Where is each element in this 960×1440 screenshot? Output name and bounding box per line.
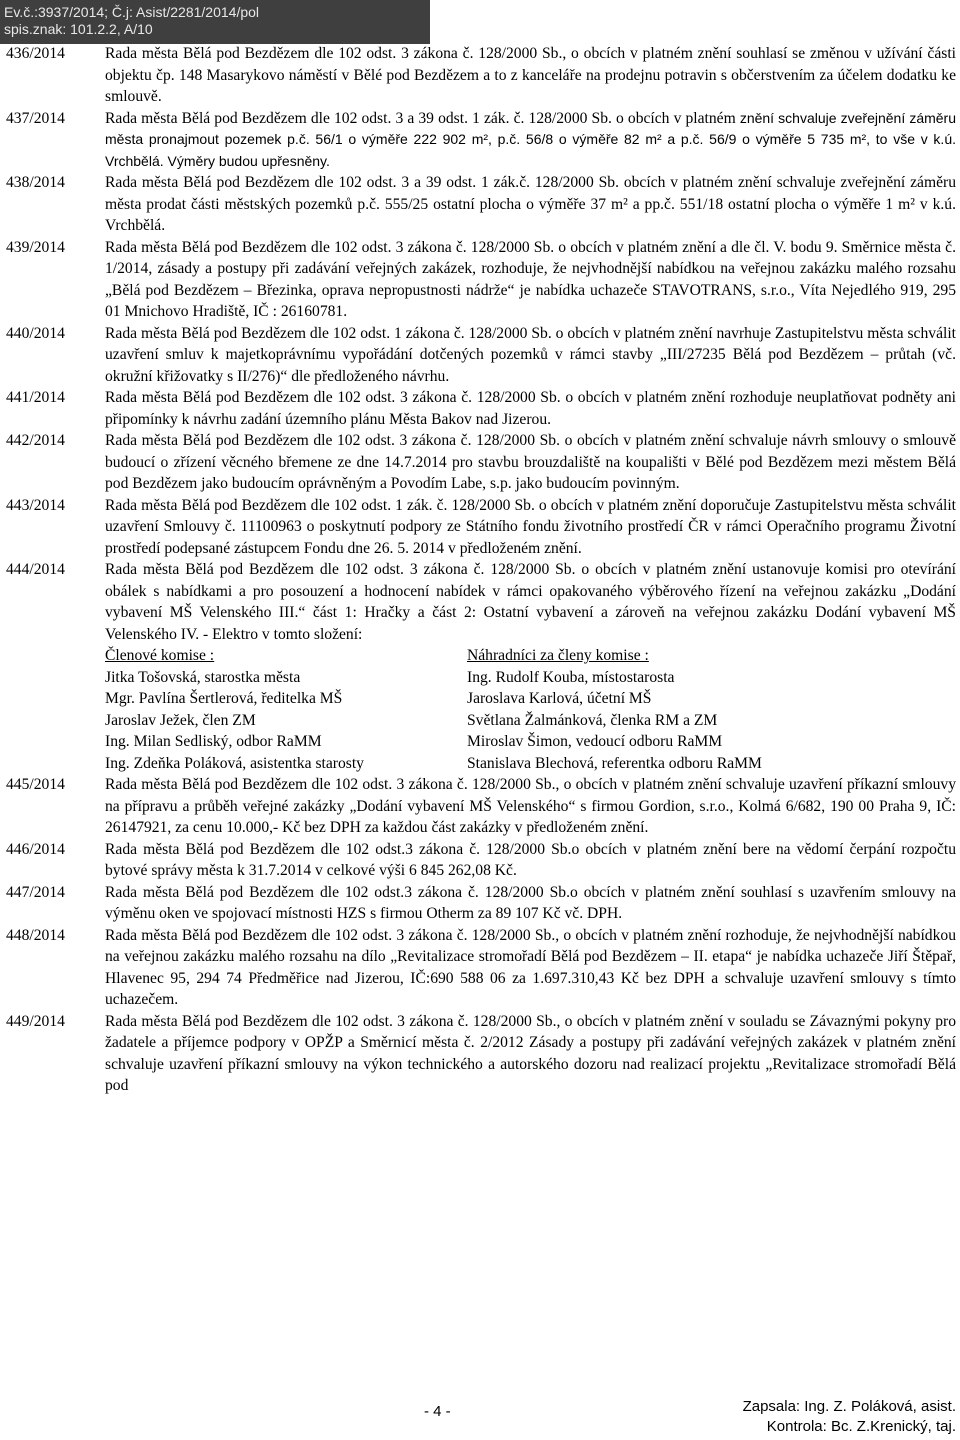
substitute-4: Miroslav Šimon, vedoucí odboru RaMM [467, 733, 723, 750]
resolution-number: 446/2014 [6, 840, 65, 858]
resolution-text: Rada města Bělá pod Bezdězem dle 102 odst. 3 zákona č. 128/2000 Sb. o obcích v platném znění rozhoduje neuplatňovat podněty ani připomínky k návrhu zadání územního plánu Města Bakov nad Jizerou. [105, 389, 956, 428]
resolution-447 [6, 882, 956, 925]
record-info [743, 1397, 956, 1437]
resolution-number: 445/2014 [6, 776, 65, 793]
resolution-text: Rada města Bělá pod Bezdězem dle 102 odst. 3 zákona č. 128/2000 Sb., o obcích v platném znění v souladu se Závaznými pokyny pro žadatele a příjemce podpory v OPŽP a Směrnicí města č. 2/2012 Zásady a postupy při zadávání veřejných zakázek v platném znění schvaluje uzavření příkazní smlouvy na výkon technického a autorského dozoru nad realizací projektu „Revitalizace stromořadí Bělá pod [105, 1012, 956, 1094]
resolution-440 [6, 323, 956, 388]
commission-table [105, 645, 956, 774]
resolution-number: 449/2014 [6, 1012, 65, 1030]
stamp-line-2: spis.znak: 101.2.2, A/10 [4, 21, 153, 37]
resolution-text: Rada města Bělá pod Bezdězem dle 102 odst.3 zákona č. 128/2000 Sb.o obcích v platném znění souhlasí s uzavřením smlouvy na výměnu oken ve spojovací místnosti HZS s firmou Otherm za 89 107 Kč vč. DPH. [105, 883, 956, 922]
resolution-number: 443/2014 [6, 496, 65, 514]
resolution-number: 436/2014 [6, 45, 65, 62]
resolution-444 [6, 559, 956, 645]
resolution-number: 444/2014 [6, 561, 65, 578]
member-3: Jaroslav Ježek, člen ZM [105, 711, 256, 729]
resolution-text [105, 108, 956, 173]
substitute-1: Ing. Rudolf Kouba, místostarosta [467, 668, 675, 686]
resolution-text: Rada města Bělá pod Bezdězem dle 102 odst. 3 zákona č. 128/2000 Sb. o obcích v platném znění schvaluje návrh smlouvy o smlouvě budoucí o zřízení věcného břemene ze dne 14.7.2014 pro stavbu brouzdaliště na koupališti v Bělé pod Bezdězem mezi městem Bělá pod Bezdězem jako budoucím oprávněným a Povodím Labe, s.p. jako budoucím povinným. [105, 432, 956, 492]
recorded-by: Zapsala: Ing. Z. Poláková, asist. [742, 1398, 956, 1415]
substitute-5: Stanislava Blechová, referentka odboru RaMM [467, 754, 762, 772]
resolution-436 [6, 43, 956, 108]
resolution-446 [6, 839, 956, 882]
resolution-number: 440/2014 [6, 324, 65, 342]
resolution-text-part2: znění schvaluje zveřejnění záměru města pronajmout pozemek p.č. 56/1 o výměře 222 902 m², p.č. 56/8 o výměře 82 m² a p.č. 56/9 o výměře 5 735 m², to vše v k.ú. Vrchbělá. Výměry budou upřesněny. [105, 109, 956, 169]
resolution-number: 442/2014 [6, 432, 65, 449]
resolution-442 [6, 430, 956, 495]
substitute-3: Světlana Žalmánková, členka RM a ZM [467, 711, 718, 729]
resolution-number: 448/2014 [6, 926, 65, 944]
resolution-text: Rada města Bělá pod Bezdězem dle 102 odst.3 zákona č. 128/2000 Sb.o obcích v platném znění bere na vědomí čerpání rozpočtu bytové správy města k 31.7.2014 v celkové výši 6 845 262,08 Kč. [105, 840, 956, 879]
resolution-437 [6, 108, 956, 173]
resolution-439 [6, 237, 956, 323]
resolution-text: Rada města Bělá pod Bezdězem dle 102 odst. 1 zákona č. 128/2000 Sb. o obcích v platném znění navrhuje Zastupitelstvu města schválit uzavření smluv k majetkoprávnímu vypořádání dotčených pozemků v rámci stavby „III/27235 Bělá pod Bezdězem – průtah (vč. okružní křižovatky s II/276)“ dle předloženého návrhu. [105, 324, 956, 385]
stamp-line-1: Ev.č.:3937/2014; Č.j: Asist/2281/2014/pol [4, 4, 260, 20]
resolution-number: 439/2014 [6, 238, 65, 256]
member-2: Mgr. Pavlína Šertlerová, ředitelka MŠ [105, 690, 343, 707]
resolution-text: Rada města Bělá pod Bezdězem dle 102 odst. 3 zákona č. 128/2000 Sb. o obcích v platném znění ustanovuje komisi pro otevírání obálek s nabídkami a pro posouzení a hodnocení nabídek v rámci opakovaného výběrového řízení na veřejnou zakázku „Dodání vybavení MŠ Velenského III.“ část 1: Hračky a část 2: Ostatní vybavení a zároveň na veřejnou zakázku Dodání vybavení MŠ Velenského IV. - Elektro v tomto složení: [105, 561, 956, 643]
resolution-448 [6, 925, 956, 1011]
resolution-number: 437/2014 [6, 109, 65, 127]
resolution-text: Rada města Bělá pod Bezdězem dle 102 odst. 3 zákona č. 128/2000 Sb. o obcích v platném znění a dle čl. V. bodu 9. Směrnice města č. 1/2014, zásady a postupy při zadávání veřejných zakázek, rozhoduje, že nejvhodnější nabídkou na veřejnou zakázku malého rozsahu „Bělá pod Bezdězem – Březinka, oprava nepropustnosti nádrže“ je nabídka uchazeče STAVOTRANS, s.r.o., Víta Nejedlého 919, 295 01 Mnichovo Hradiště, IČ : 26160781. [105, 238, 956, 320]
substitutes-header: Náhradníci za členy komise : [467, 647, 649, 664]
resolution-441 [6, 387, 956, 430]
checked-by: Kontrola: Bc. Z.Krenický, taj. [766, 1418, 956, 1435]
resolution-text: Rada města Bělá pod Bezdězem dle 102 odst. 3 zákona č. 128/2000 Sb., o obcích v platném znění schvaluje uzavření příkazní smlouvy na přípravu a průběh veřejné zakázky „Dodání vybavení MŠ Velenského“ s firmou Gordion, s.r.o., Kolmá 6/682, 190 00 Praha 9, IČ: 26147921, za cenu 10.000,- Kč bez DPH za každou část zakázky v předloženém znění. [105, 776, 956, 836]
resolutions-list [6, 43, 956, 1097]
resolution-text-part2: znění schvaluje zveřejnění záměru města prodat části městských pozemků p.č. 555/25 ostatní plocha o výměře 37 m² a pp.č. 551/18 ostatní plocha o výměře 1 m² v k.ú. Vrchbělá. [105, 174, 956, 234]
resolution-number: 441/2014 [6, 389, 65, 406]
page-number: - 4 - [424, 1403, 451, 1420]
resolution-443 [6, 495, 956, 560]
resolution-text: Rada města Bělá pod Bezdězem dle 102 odst. 3 zákona č. 128/2000 Sb., o obcích v platném znění rozhoduje, že nejvhodnější nabídkou na veřejnou zakázku malého rozsahu na dílo „Revitalizace stromořadí Bělá pod Bezdězem – II. etapa“ je nabídka uchazeče Jiří Štěpař, Hlavenec 95, 294 74 Předměřice nad Jizerou, IČ:690 588 06 za 1.697.310,43 Kč bez DPH a schvaluje uzavření smlouvy s tímto uchazečem. [105, 926, 956, 1008]
resolution-number: 447/2014 [6, 883, 65, 901]
member-4: Ing. Milan Sedliský, odbor RaMM [105, 733, 322, 750]
page-footer [0, 1393, 960, 1440]
resolution-445 [6, 774, 956, 839]
resolution-text [105, 172, 956, 237]
registry-stamp [0, 0, 430, 44]
resolution-text-part1: Rada města Bělá pod Bezdězem dle 102 odst. 3 a 39 odst. 1 zák. č. 128/2000 Sb. o obcích v platném [105, 109, 736, 127]
resolution-449 [6, 1011, 956, 1097]
member-1: Jitka Tošovská, starostka města [105, 668, 301, 686]
resolution-438 [6, 172, 956, 237]
resolution-text: Rada města Bělá pod Bezdězem dle 102 odst. 3 zákona č. 128/2000 Sb., o obcích v platném znění souhlasí se změnou v užívání části objektu čp. 148 Masarykovo náměstí v Bělé pod Bezdězem a to z kanceláře na prodejnu potravin s občerstvením za účelem dodatku ke smlouvě. [105, 45, 956, 105]
resolution-text-part1: Rada města Bělá pod Bezdězem dle 102 odst. 3 a 39 odst. 1 zák.č. 128/2000 Sb. obcích v platném [105, 174, 734, 191]
member-5: Ing. Zdeňka Poláková, asistentka starosty [105, 754, 364, 772]
members-header: Členové komise : [105, 647, 215, 664]
substitute-2: Jaroslava Karlová, účetní MŠ [467, 690, 652, 707]
resolution-text: Rada města Bělá pod Bezdězem dle 102 odst. 1 zák. č. 128/2000 Sb. o obcích v platném znění doporučuje Zastupitelstvu města schválit uzavření Smlouvy č. 11100963 o poskytnutí podpory ze Státního fondu životního prostředí ČR v rámci Operačního programu Životní prostředí podepsané zástupcem Fondu dne 26. 5. 2014 v předloženém znění. [105, 496, 956, 557]
resolution-number: 438/2014 [6, 174, 65, 191]
